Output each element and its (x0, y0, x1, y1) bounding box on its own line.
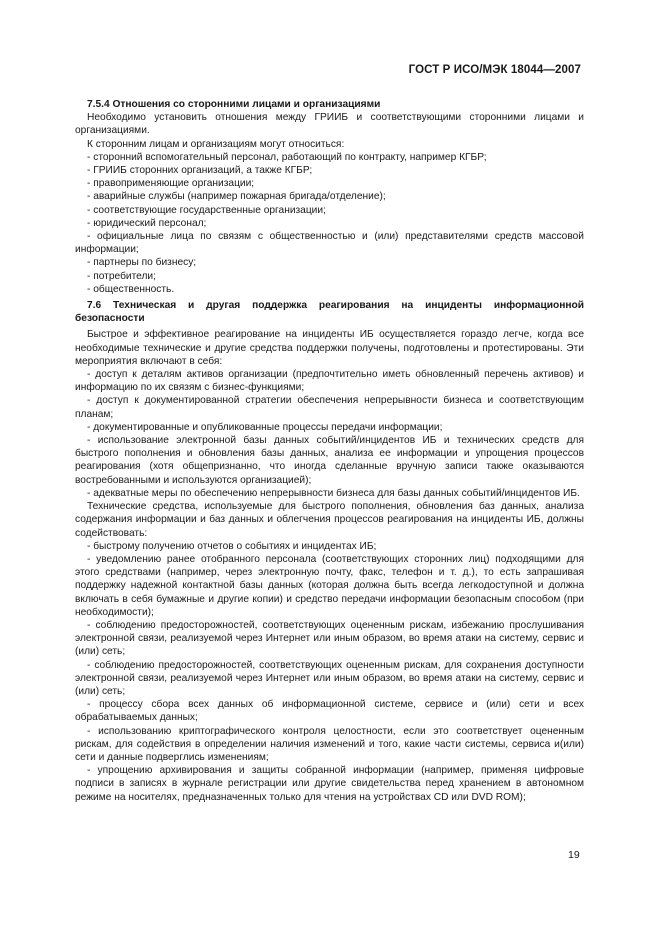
list-item: - аварийные службы (например пожарная бригада/отделение); (87, 191, 386, 203)
list-item: - использованию криптографического контроля целостности, если это соответствует оцененным рискам, для содействия в определении наличия изменений и того, какие части системы, сервиса и(или) сети и данные подверглись изменениям; (75, 725, 584, 763)
list-item: - использование электронной базы данных событий/инцидентов ИБ и технических средств для быстрого пополнения и обновления базы данных, анализа ее информации и упрощения процессов реагирования (хотя общепризнанно, что иногда сделанные вручную записи также оказываются востребованными и используются организацией); (75, 435, 584, 486)
list-item: - общественность. (87, 283, 175, 295)
list-item: - быстрому получению отчетов о событиях и инцидентах ИБ; (87, 540, 377, 552)
list-item: - упрощению архивирования и защиты собранной информации (например, применяя цифровые подписи в записях в журнале регистрации или другие свидетельства перед хранением в автономном режиме на носителях, предназначенных только для чтения на устройствах CD или DVD ROM); (75, 765, 584, 803)
list-item: - сторонний вспомогательный персонал, работающий по контракту, например КГБР; (87, 151, 487, 163)
section-7-5-4-intro: Необходимо установить отношения между ГРИИБ и соответствующими сторонними лицами и организациями. (75, 112, 584, 137)
list-item: - доступ к документированной стратегии обеспечения непрерывности бизнеса и соответствующим планам; (75, 395, 584, 420)
list-item: - юридический персонал; (87, 217, 207, 229)
list-item: - ГРИИБ сторонних организаций, а также КГБР; (87, 165, 313, 177)
list-item: - документированные и опубликованные процессы передачи информации; (87, 421, 443, 433)
list-item: - соответствующие государственные организации; (87, 204, 326, 216)
section-7-5-4-title: 7.5.4 Отношения со сторонними лицами и организациями (87, 99, 381, 110)
section-7-6-tech-intro: Технические средства, используемые для быстрого пополнения, обновления баз данных, анализа содержания информации и баз данных и облегчения процессов реагирования на инциденты ИБ, должны содействовать: (75, 501, 584, 539)
section-7-6-intro: Быстрое и эффективное реагирование на инциденты ИБ осуществляется гораздо легче, когда все необходимые технические и другие средства поддержки получены, подготовлены и протестированы. Эти мероприятия включают в себя: (75, 329, 584, 367)
list-item: - адекватные меры по обеспечению непрерывности бизнеса для базы данных событий/инцидентов ИБ. (87, 487, 580, 499)
list-item: - доступ к деталям активов организации (предпочтительно иметь обновленный перечень активов) и информацию по их связям с бизнес-функциями; (75, 369, 584, 394)
list-item: - официальные лица по связям с общественностью и (или) представителями средств массовой информации; (75, 231, 584, 256)
list-item: - процессу сбора всех данных об информационной системе, сервисе и (или) сети и всех обрабатываемых данных; (75, 699, 584, 724)
section-7-6-title: 7.6 Техническая и другая поддержка реагирования на инциденты информационной безопасности (75, 300, 584, 325)
list-item: - правоприменяющие организации; (87, 178, 255, 190)
section-7-5-4-list-intro: К сторонним лицам и организациям могут относиться: (87, 138, 345, 150)
list-item: - соблюдению предосторожностей, соответствующих оцененным рискам, для сохранения доступности электронной связи, реализуемой через Интернет или иным образом, во время атаки на систему, сервис и (или) сеть; (75, 659, 584, 697)
page-content (75, 98, 584, 804)
list-item: - потребители; (87, 270, 156, 282)
list-item: - соблюдению предосторожностей, соответствующих оцененным рискам, избежанию прослушивания электронной связи, реализуемой через Интернет или иным образом, во время атаки на систему, сервис и (или) сеть; (75, 619, 584, 658)
list-item: - партнеры по бизнесу; (87, 257, 197, 269)
page-number: 19 (568, 849, 580, 861)
page-header-standard: ГОСТ Р ИСО/МЭК 18044—2007 (408, 64, 581, 76)
list-item: - уведомлению ранее отобранного персонала (соответствующих сторонних лиц) подходящими для этого средствами (например, через электронную почту, факс, телефон и т. д.), то есть запрашивая поддержку надежной контактной базы данных (которая должна быть всегда легкодоступной и должна включать в себя бумажные и другие копии) и средство передачи информации безопасным способом (при необходимости); (75, 553, 584, 618)
